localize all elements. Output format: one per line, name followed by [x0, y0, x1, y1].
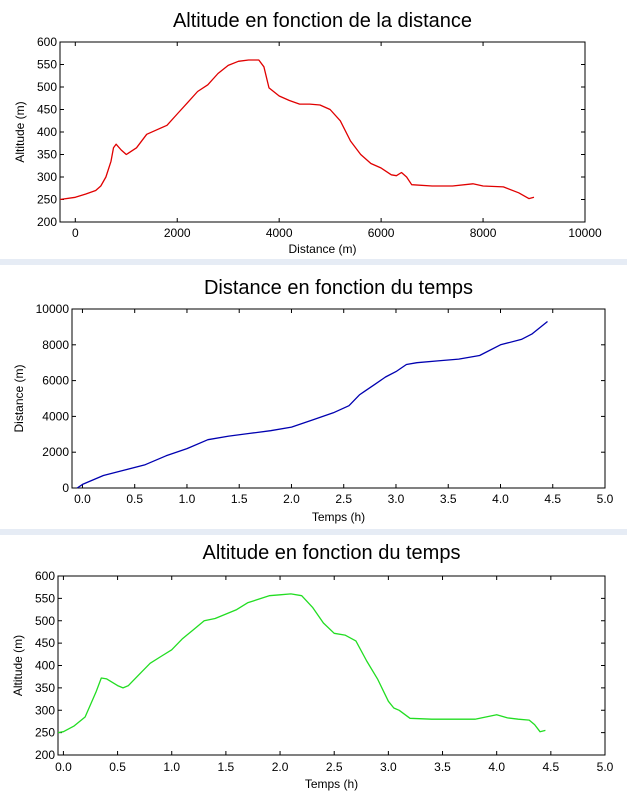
y-tick-label: 550: [34, 591, 55, 606]
x-tick-label: 6000: [367, 226, 395, 240]
x-tick-label: 2.0: [271, 760, 289, 774]
x-axis-label: Distance (m): [288, 242, 357, 256]
y-tick-label: 350: [36, 147, 57, 162]
y-tick-label: 400: [34, 658, 55, 673]
y-tick-label: 6000: [42, 373, 69, 388]
chart-title: Distance en fonction du temps: [203, 277, 474, 299]
y-tick-label: 250: [36, 192, 57, 207]
y-axis-label: Altitude (m): [13, 101, 27, 163]
y-tick-label: 250: [34, 725, 55, 740]
y-tick-label: 550: [36, 57, 57, 72]
x-axis-label: Temps (h): [304, 777, 359, 791]
y-tick-label: 200: [36, 215, 57, 229]
y-tick-label: 8000: [42, 337, 69, 352]
series-line: [77, 322, 547, 489]
y-tick-label: 200: [34, 748, 55, 762]
x-tick-label: 2.0: [283, 492, 300, 506]
x-tick-label: 3.5: [439, 492, 457, 506]
x-tick-label: 3.0: [380, 760, 397, 774]
y-tick-label: 450: [34, 636, 55, 651]
x-tick-label: 1.0: [178, 492, 196, 506]
plot-area-frame: [60, 42, 585, 222]
chart-panel-altitude-temps: [0, 535, 627, 800]
chart-title: Altitude en fonction du temps: [202, 542, 461, 564]
y-tick-label: 4000: [42, 409, 69, 424]
x-tick-label: 8000: [469, 226, 497, 240]
x-tick-label: 2.5: [325, 760, 343, 774]
y-axis-label: Altitude (m): [11, 634, 25, 697]
chart-altitude-temps: [0, 535, 627, 800]
chart-distance-temps: [0, 265, 627, 529]
x-tick-label: 3.0: [387, 492, 405, 506]
chart-title: Altitude en fonction de la distance: [172, 10, 473, 32]
chart-panel-altitude-distance: [0, 0, 627, 259]
y-tick-label: 600: [34, 569, 55, 583]
x-tick-label: 5.0: [596, 760, 614, 774]
x-tick-label: 0.5: [126, 492, 144, 506]
y-tick-label: 350: [34, 680, 55, 695]
x-tick-label: 2000: [163, 226, 191, 240]
x-tick-label: 0.0: [74, 492, 91, 506]
x-tick-label: 5.0: [596, 492, 614, 506]
y-tick-label: 300: [34, 703, 55, 718]
y-tick-label: 500: [36, 80, 57, 94]
series-line: [58, 594, 545, 733]
x-tick-label: 2.5: [335, 492, 353, 506]
y-tick-label: 2000: [42, 445, 69, 460]
x-tick-label: 1.0: [163, 760, 181, 774]
x-tick-label: 4.0: [492, 492, 509, 506]
x-tick-label: 1.5: [217, 760, 235, 774]
x-tick-label: 10000: [568, 226, 602, 240]
y-tick-label: 0: [62, 481, 69, 495]
x-tick-label: 0: [71, 226, 79, 240]
y-tick-label: 10000: [35, 302, 69, 316]
y-tick-label: 400: [36, 125, 57, 139]
y-tick-label: 300: [36, 170, 57, 184]
y-tick-label: 450: [36, 102, 57, 117]
series-line: [60, 60, 534, 200]
x-tick-label: 0.5: [109, 760, 126, 774]
x-tick-label: 0.0: [55, 760, 72, 774]
chart-panel-distance-temps: [0, 265, 627, 529]
x-tick-label: 3.5: [434, 760, 451, 774]
y-tick-label: 600: [36, 35, 57, 49]
x-tick-label: 4.0: [488, 760, 506, 774]
x-tick-label: 4.5: [542, 760, 560, 774]
plot-area-frame: [58, 576, 605, 755]
y-axis-label: Distance (m): [12, 364, 26, 433]
x-tick-label: 4000: [265, 226, 293, 240]
x-tick-label: 1.5: [230, 492, 248, 506]
x-axis-label: Temps (h): [311, 510, 366, 524]
x-tick-label: 4.5: [544, 492, 562, 506]
chart-altitude-distance: [0, 0, 627, 259]
y-tick-label: 500: [34, 613, 55, 628]
